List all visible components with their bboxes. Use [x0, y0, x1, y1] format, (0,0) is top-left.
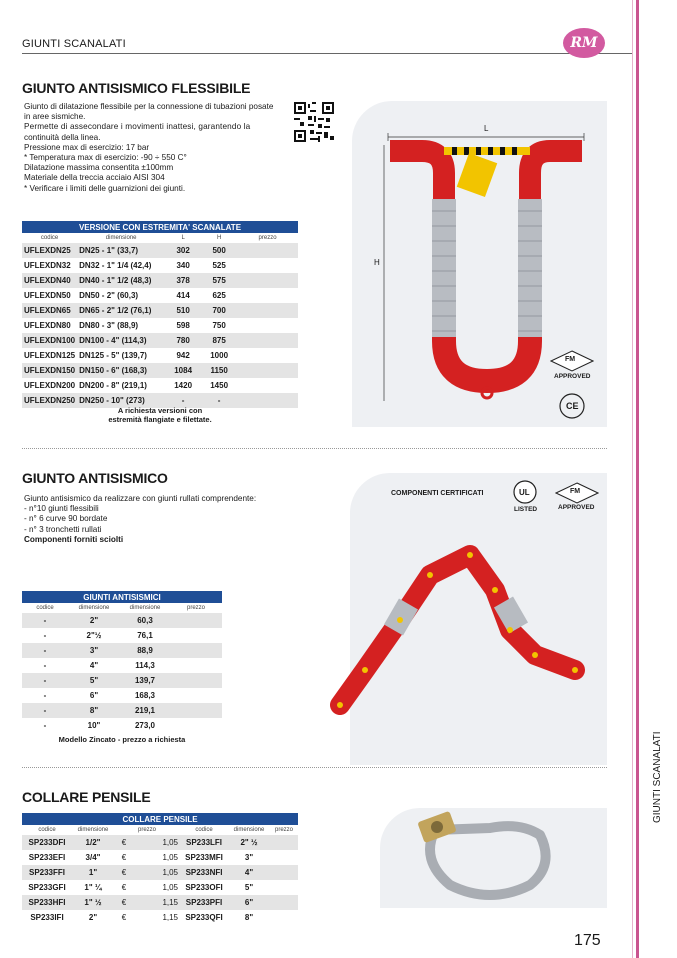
table-row [22, 378, 298, 393]
cell-code: - [22, 703, 68, 718]
cell-h: 500 [201, 243, 237, 258]
cell-price [170, 673, 222, 688]
cell-price [270, 880, 298, 895]
cell-currency: € [114, 865, 134, 880]
cell-h: 575 [201, 273, 237, 288]
column-header: codice [36, 605, 54, 611]
desc-line: Dilatazione massima consentita ±100mm [24, 163, 174, 173]
cell-price [237, 303, 298, 318]
cell-price [270, 895, 298, 910]
column-header: H [216, 235, 222, 241]
cell-currency: € [114, 895, 134, 910]
cell-code: - [22, 718, 68, 733]
cell-code: SP233DFI [22, 835, 72, 850]
cell-size-inch: 2" [68, 613, 120, 628]
table-row [22, 910, 298, 925]
cell-size: 5" [228, 880, 270, 895]
cell-l: - [165, 393, 201, 408]
cell-size: DN80 - 3" (88,9) [77, 318, 165, 333]
flexible-joint-description [24, 102, 273, 194]
flexible-joint-table [22, 221, 298, 408]
column-header: dimensione [77, 827, 109, 833]
cell-code: UFLEXDN125 [22, 348, 77, 363]
side-section-label: GIUNTI SCANALATI [652, 731, 663, 823]
cell-h: 1450 [201, 378, 237, 393]
table-row [22, 850, 298, 865]
table-row [22, 703, 222, 718]
table-row [22, 835, 298, 850]
cell-size-inch: 5" [68, 673, 120, 688]
cell-h: 525 [201, 258, 237, 273]
column-header: dimensione [78, 605, 110, 611]
cell-size: DN32 - 1" 1/4 (42,4) [77, 258, 165, 273]
cell-size-inch: 3" [68, 643, 120, 658]
cell-price [270, 865, 298, 880]
cell-code: SP233MFI [180, 850, 228, 865]
cell-code: - [22, 658, 68, 673]
cell-size: DN150 - 6" (168,3) [77, 363, 165, 378]
cell-price [170, 643, 222, 658]
desc-line-bold: Componenti forniti sciolti [24, 534, 124, 544]
cell-price [170, 658, 222, 673]
cell-size: DN125 - 5" (139,7) [77, 348, 165, 363]
cell-price: 1,15 [134, 895, 180, 910]
cell-size-mm: 139,7 [120, 673, 170, 688]
cell-l: 780 [165, 333, 201, 348]
cell-price [237, 288, 298, 303]
section-divider [22, 448, 607, 449]
cell-currency: € [114, 880, 134, 895]
column-header: prezzo [186, 605, 205, 611]
cell-size-mm: 168,3 [120, 688, 170, 703]
cell-code: - [22, 673, 68, 688]
cell-h: 700 [201, 303, 237, 318]
cell-l: 302 [165, 243, 201, 258]
cell-code: SP233EFI [22, 850, 72, 865]
section-title-flexible-joint: GIUNTO ANTISISMICO FLESSIBILE [22, 80, 251, 96]
cell-size: 1" ½ [72, 895, 114, 910]
cell-price [237, 258, 298, 273]
column-header: codice [40, 235, 59, 241]
column-header: codice [195, 827, 213, 833]
rm-logo: RM [563, 28, 605, 58]
seismic-joint-illustration [320, 520, 610, 760]
table-row [22, 333, 298, 348]
table-row [22, 288, 298, 303]
cell-l: 1420 [165, 378, 201, 393]
table-row [22, 643, 222, 658]
cell-code: UFLEXDN25 [22, 243, 77, 258]
cell-size: DN200 - 8" (219,1) [77, 378, 165, 393]
cell-price [237, 273, 298, 288]
note-line: A richiesta versioni con [117, 406, 203, 415]
desc-line: continuità della linea. [24, 132, 101, 142]
cell-code: - [22, 613, 68, 628]
table-row [22, 880, 298, 895]
cell-price [270, 835, 298, 850]
cell-size: DN50 - 2" (60,3) [77, 288, 165, 303]
seismic-joint-table [22, 591, 222, 733]
cell-size: DN40 - 1" 1/2 (48,3) [77, 273, 165, 288]
header-divider [22, 53, 632, 54]
cell-l: 378 [165, 273, 201, 288]
cell-price: 1,05 [134, 865, 180, 880]
cell-size-mm: 273,0 [120, 718, 170, 733]
cell-size-mm: 60,3 [120, 613, 170, 628]
dimension-l-label: L [484, 124, 489, 133]
listed-label: LISTED [514, 506, 538, 513]
cell-price: 1,05 [134, 835, 180, 850]
cell-size-mm: 76,1 [120, 628, 170, 643]
fm-label: FM [565, 356, 576, 363]
cell-code: UFLEXDN200 [22, 378, 77, 393]
cell-currency: € [114, 850, 134, 865]
ul-label: UL [519, 488, 530, 497]
table-title: VERSIONE CON ESTREMITA' SCANALATE [22, 221, 298, 233]
table-row [22, 628, 222, 643]
page-margin-line [632, 0, 633, 958]
cell-code: SP233HFI [22, 895, 72, 910]
cell-size-mm: 114,3 [120, 658, 170, 673]
cell-h: 1150 [201, 363, 237, 378]
cell-l: 414 [165, 288, 201, 303]
cell-size: 3/4" [72, 850, 114, 865]
desc-line: * Verificare i limiti delle guarnizioni dei giunti. [24, 183, 186, 193]
column-header: L [181, 235, 185, 241]
cell-l: 510 [165, 303, 201, 318]
cell-price: 1,15 [134, 910, 180, 925]
cell-size-inch: 4" [68, 658, 120, 673]
column-header: dimensione [105, 235, 137, 241]
cell-code: SP233IFI [22, 910, 72, 925]
fm-label: FM [570, 488, 581, 495]
cell-h: - [201, 393, 237, 408]
cell-size: DN250 - 10" (273) [77, 393, 165, 408]
table-row [22, 658, 222, 673]
cell-code: UFLEXDN50 [22, 288, 77, 303]
qr-code[interactable] [294, 102, 334, 142]
cell-code: SP233QFI [180, 910, 228, 925]
hanger-illustration [380, 800, 607, 910]
header-title: GIUNTI SCANALATI [22, 38, 126, 50]
table-row [22, 243, 298, 258]
cell-l: 1084 [165, 363, 201, 378]
table-title: GIUNTI ANTISISMICI [22, 591, 222, 603]
column-header: codice [38, 827, 56, 833]
table-row [22, 865, 298, 880]
cell-size: 2" ½ [228, 835, 270, 850]
desc-line: - n°10 giunti flessibili [24, 504, 99, 514]
table-row [22, 688, 222, 703]
cell-price [270, 850, 298, 865]
cell-size-inch: 8" [68, 703, 120, 718]
cell-size: 1" [72, 865, 114, 880]
column-header: dimensione [233, 827, 265, 833]
cell-size: 1/2" [72, 835, 114, 850]
cell-h: 875 [201, 333, 237, 348]
cell-code: - [22, 628, 68, 643]
table-row [22, 718, 222, 733]
cell-size-inch: 6" [68, 688, 120, 703]
cell-size: DN100 - 4" (114,3) [77, 333, 165, 348]
column-header: dimensione [129, 605, 161, 611]
desc-line: in aree sismiche. [24, 112, 86, 122]
cell-price [170, 628, 222, 643]
cell-h: 1000 [201, 348, 237, 363]
section-divider [22, 767, 607, 768]
cell-price [170, 703, 222, 718]
cell-h: 750 [201, 318, 237, 333]
desc-line: Permette di assecondare i movimenti inattesi, garantendo la [24, 122, 251, 132]
cell-size-inch: 2"½ [68, 628, 120, 643]
desc-line: - n° 3 tronchetti rullati [24, 524, 102, 534]
approved-label: APPROVED [554, 373, 591, 380]
cell-code: UFLEXDN32 [22, 258, 77, 273]
cell-size: 1" ¼ [72, 880, 114, 895]
desc-line: Giunto antisismico da realizzare con giunti rullati comprendente: [24, 494, 257, 503]
cell-code: UFLEXDN250 [22, 393, 77, 408]
seismic-joint-description [24, 494, 256, 545]
cell-size: DN25 - 1" (33,7) [77, 243, 165, 258]
cell-code: UFLEXDN100 [22, 333, 77, 348]
cell-l: 942 [165, 348, 201, 363]
cell-code: SP233OFI [180, 880, 228, 895]
table-row [22, 613, 222, 628]
table-row [22, 363, 298, 378]
cell-price [170, 718, 222, 733]
page-number: 175 [574, 932, 601, 949]
cell-price: 1,05 [134, 850, 180, 865]
cell-size: DN65 - 2" 1/2 (76,1) [77, 303, 165, 318]
cell-l: 598 [165, 318, 201, 333]
cell-price [237, 378, 298, 393]
table-row [22, 673, 222, 688]
cell-size: 6" [228, 895, 270, 910]
cell-code: SP233PFI [180, 895, 228, 910]
note-line: estremità flangiate e filettate. [108, 415, 212, 424]
column-header: prezzo [275, 827, 294, 833]
cell-price [270, 910, 298, 925]
cell-code: UFLEXDN80 [22, 318, 77, 333]
table-row [22, 273, 298, 288]
approved-label: APPROVED [558, 504, 595, 511]
column-header: prezzo [258, 235, 277, 241]
cell-size: 3" [228, 850, 270, 865]
desc-line: Materiale della treccia acciaio AISI 304 [24, 173, 165, 183]
hanger-table [22, 813, 298, 925]
seismic-joint-note: Modello Zincato - prezzo a richiesta [58, 735, 186, 744]
ce-mark: CE [566, 401, 579, 411]
table-row [22, 348, 298, 363]
cell-price [237, 318, 298, 333]
cell-code: UFLEXDN65 [22, 303, 77, 318]
cell-size: 2" [72, 910, 114, 925]
cell-code: UFLEXDN40 [22, 273, 77, 288]
table-title: COLLARE PENSILE [22, 813, 298, 825]
section-title-hanger: COLLARE PENSILE [22, 789, 151, 805]
cell-price [237, 333, 298, 348]
cell-price [237, 363, 298, 378]
desc-line: * Temperatura max di esercizio: -90 ÷ 550 C° [24, 153, 187, 163]
cell-code: SP233NFI [180, 865, 228, 880]
cell-code: SP233GFI [22, 880, 72, 895]
cell-l: 340 [165, 258, 201, 273]
dimension-h-label: H [374, 258, 380, 267]
cell-code: UFLEXDN150 [22, 363, 77, 378]
cell-currency: € [114, 835, 134, 850]
page-margin-bar [636, 0, 639, 958]
table-row [22, 318, 298, 333]
table-row [22, 303, 298, 318]
cell-price [237, 243, 298, 258]
cell-size-mm: 88,9 [120, 643, 170, 658]
table-row [22, 895, 298, 910]
table-row [22, 258, 298, 273]
desc-line: - n° 6 curve 90 bordate [24, 514, 108, 524]
cell-size: 8" [228, 910, 270, 925]
cell-price [237, 348, 298, 363]
cell-size-mm: 219,1 [120, 703, 170, 718]
certified-components-label: COMPONENTI CERTIFICATI [391, 490, 484, 497]
cell-price [170, 613, 222, 628]
cell-price: 1,05 [134, 880, 180, 895]
flexible-joint-note [22, 406, 298, 424]
desc-line: Giunto di dilatazione flessibile per la connessione di tubazioni posate [24, 102, 274, 111]
cell-code: SP233FFI [22, 865, 72, 880]
cell-price [170, 688, 222, 703]
cell-currency: € [114, 910, 134, 925]
cell-code: - [22, 643, 68, 658]
cell-size: 4" [228, 865, 270, 880]
section-title-seismic-joint: GIUNTO ANTISISMICO [22, 470, 168, 486]
desc-line: Pressione max di esercizio: 17 bar [24, 142, 150, 152]
cell-h: 625 [201, 288, 237, 303]
cell-size-inch: 10" [68, 718, 120, 733]
cell-code: SP233LFI [180, 835, 228, 850]
column-header: prezzo [138, 827, 157, 833]
cell-code: - [22, 688, 68, 703]
